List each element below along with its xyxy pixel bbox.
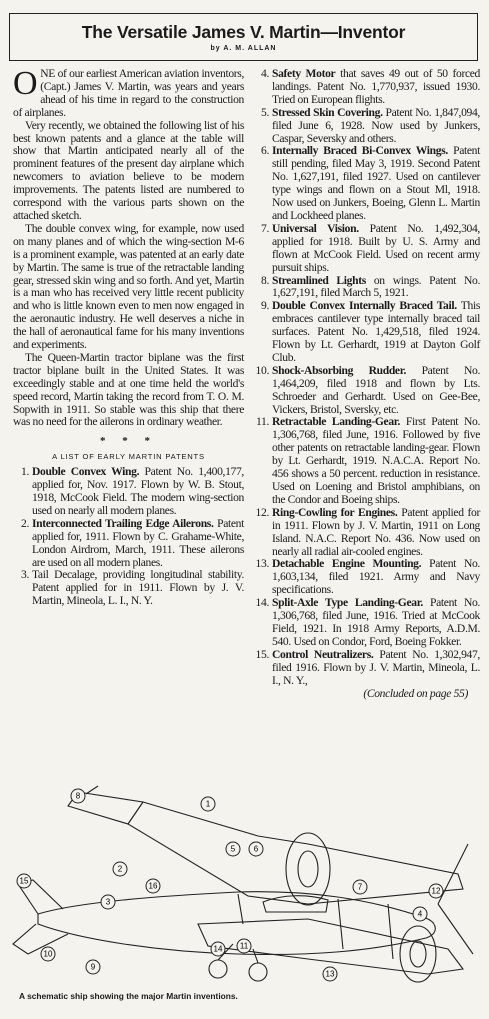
patent-item (253, 145, 480, 222)
patent-item (13, 466, 244, 518)
svg-text:2: 2 (117, 864, 123, 874)
patent-name: Double Convex Internally Braced Tail. (272, 299, 457, 313)
patent-name: Safety Motor (272, 67, 336, 80)
landing-wheel-2 (249, 963, 267, 981)
article-title: The Versatile James V. Martin—Inventor (81, 22, 406, 42)
patent-number: 12. (255, 505, 269, 519)
patent-item (253, 107, 480, 146)
patent-list-left (13, 466, 244, 608)
patent-item (253, 649, 480, 688)
patent-number: 11. (255, 415, 269, 429)
patent-number: 10. (255, 363, 269, 377)
svg-text:4: 4 (417, 909, 423, 919)
patent-number: 3. (21, 568, 29, 582)
patent-number: 2. (21, 516, 29, 530)
patent-name: Control Neutralizers. (272, 647, 374, 661)
svg-text:6: 6 (253, 844, 259, 854)
landing-wheel-1 (209, 960, 227, 978)
patent-text: First Patent No. 1,306,768, filed June, 1916. Followed by five other patents on retractable landing-gear. Flown by Lt. Gerhardt, 1919. N.A.C.A. Report No. 456 shows a 50 percent. reduction in resistance. Used on Loening and Bristol amphibians, on the Condor and Boeing ships. (272, 415, 480, 506)
patent-name: Universal Vision. (272, 221, 359, 235)
patent-number: 1. (21, 465, 29, 479)
airplane-schematic (8, 784, 480, 994)
patent-item (13, 569, 244, 608)
patent-item (253, 597, 480, 649)
patent-name: Double Convex Wing. (32, 465, 140, 479)
patent-text: Patent No. 1,603,134, filed 1921. Army and Navy specifications. (272, 557, 480, 597)
patent-text: This embraces cantilever type internally braced tail surfaces. Patent No. 1,429,518, filed 1924. Flown by Lt. Gerhardt, 1919 at Dayton Golf Club. (272, 299, 481, 364)
patent-name: Streamlined Lights (272, 273, 366, 287)
patent-item (253, 507, 480, 559)
patent-name: Shock-Absorbing Rudder. (272, 363, 407, 377)
patent-text: on wings. Patent No. 1,627,191, filed March 5, 1921. (272, 273, 480, 300)
patent-name: Ring-Cowling for Engines. (272, 505, 398, 519)
svg-text:15: 15 (19, 876, 29, 886)
svg-text:16: 16 (148, 881, 158, 891)
intro-paragraph-4: The Queen-Martin tractor biplane was the first tractor biplane built in the United States. It was exceedingly stable and at one time held the world's speed record, Martin taking the record from T. O. M. Sopwith in 1911. So stable was this ship that there was no need for the ailerons in ordinary weather. (13, 350, 244, 429)
patent-item (253, 416, 480, 506)
patent-item (253, 365, 480, 417)
svg-text:11: 11 (239, 941, 249, 951)
continued-note: (Concluded on page 55) (363, 686, 468, 700)
patent-number: 4. (261, 67, 269, 80)
patent-item (253, 68, 480, 107)
engine-cowling-lower (400, 926, 436, 982)
patent-item (13, 518, 244, 570)
svg-text:9: 9 (90, 962, 96, 972)
patent-item (253, 223, 480, 275)
patent-name: Interconnected Trailing Edge Ailerons. (32, 516, 214, 530)
intro-paragraph-3: The double convex wing, for example, now used on many planes and of which the wing-section M-6 is a prominent example, was patented at an early date by Martin. The same is true of the retractable landing gear, stressed skin wing and so forth. And yet, Martin is a man who has received very little recent publicity and who is little known even to men now engaged in the aeronautic industry. He well deserves a niche in the hall of aeronautical fame for his many inventions and experiments. (13, 221, 244, 352)
patent-name: Detachable Engine Mounting. (272, 557, 422, 571)
patent-number: 15. (255, 647, 269, 661)
patent-item (253, 300, 480, 365)
svg-text:7: 7 (357, 882, 363, 892)
patent-list-right (253, 68, 480, 688)
propeller (438, 844, 473, 954)
figure-caption: A schematic ship showing the major Martin inventions. (19, 991, 238, 1001)
svg-text:5: 5 (230, 844, 236, 854)
patent-number: 7. (261, 221, 269, 235)
patent-text: Patent No. 1,492,304, applied for 1918. Built by U. S. Army and flown at McCook Field. Used on recent army pursuit ships. (272, 221, 480, 274)
patent-item (253, 558, 480, 597)
right-column (253, 68, 480, 700)
wing-light (86, 786, 98, 794)
patent-number: 13. (255, 557, 269, 571)
patent-number: 6. (261, 144, 269, 158)
patent-list-heading: A LIST OF EARLY MARTIN PATENTS (52, 452, 205, 462)
patent-name: Stressed Skin Covering. (272, 105, 383, 119)
svg-text:13: 13 (325, 969, 335, 979)
patent-text: Patent still pending, filed May 3, 1919. Second Patent No. 1,627,191, filed 1927. Used on cantilever type wings and flown on a Stout Ml, 1918. Now used on Junkers, Boeing, Glenn L. Martin and Lockheed planes. (272, 144, 480, 222)
left-column (13, 65, 244, 608)
patent-number: 8. (261, 273, 269, 287)
svg-text:3: 3 (105, 897, 111, 907)
patent-text: Patent No. 1,302,947, filed 1916. Flown by J. V. Martin, Mineola, L. I., N. Y., (272, 647, 480, 687)
patent-text: that saves 49 out of 50 forced landings. Patent No. 1,770,937, issued 1930. Tried on European flights. (272, 67, 480, 106)
patent-text: Patent No. 1,306,768, filed June, 1916. Tried at McCook Field, 1921. In 1918 Army Reports, A.D.M. 540. Used on Condor, Ford, Boeing Fokker. (272, 596, 480, 648)
patent-number: 14. (255, 596, 269, 610)
svg-text:8: 8 (75, 791, 81, 801)
svg-text:10: 10 (43, 949, 53, 959)
patent-text: Patent No. 1,400,177, applied for, Nov. 1917. Flown by W. B. Stout, 1918, McCook Field. The modern wing-section used on nearly all modern planes. (32, 465, 244, 517)
patent-number: 9. (261, 299, 269, 313)
patent-text: Tail Decalage, providing longitudinal stability. Patent applied for in 1911. Flown by J. V. Martin, Mineola, L. I., N. Y. (32, 568, 244, 608)
patent-text: Patent No. 1,464,209, filed 1918 and flown by Lts. Schroeder and Gerhardt. Used on Gee-Bee, Vickers, Bristol, Sversky, etc. (272, 363, 480, 416)
svg-text:12: 12 (431, 886, 441, 896)
byline: by A. M. ALLAN (210, 45, 277, 52)
title-box (9, 13, 478, 61)
patent-text: Patent No. 1,847,094, filed June 6, 1928. Now used by Junkers, Caspar, Seversky and others. (272, 105, 480, 145)
drop-cap: O (13, 65, 38, 102)
section-separator: * * * (100, 435, 157, 448)
patent-name: Internally Braced Bi-Convex Wings. (272, 144, 448, 158)
upper-wing (128, 799, 463, 904)
patent-name: Split-Axle Type Landing-Gear. (272, 596, 423, 610)
patent-text: Patent applied for in 1911. Flown by J. V. Martin, 1911 on Long Island. N.A.C. Report No. 436. Now used on nearly all radial air-cooled engines. (272, 505, 480, 558)
svg-text:1: 1 (205, 799, 211, 809)
patent-text: Patent applied for, 1911. Flown by C. Grahame-White, London Airdrom, March, 1911. These ailerons are used on all modern planes. (32, 516, 244, 569)
patent-name: Retractable Landing-Gear. (272, 415, 401, 429)
patent-number: 5. (261, 105, 269, 119)
svg-text:14: 14 (213, 944, 223, 954)
intro-paragraph-2: Very recently, we obtained the following list of his best known patents and a glance at the table will show that Martin anticipated nearly all of the prominent features of the present day airplane which newcomers to aviation believe to be modern improvements. The patents listed are numbered to correspond with the various parts shown on the attached sketch. (13, 118, 244, 222)
horizontal-tail (13, 924, 68, 954)
intro-paragraph-1: ONE of our earliest American aviation inventors, (Capt.) James V. Martin, was years and years ahead of his time in regard to the construction of airplanes. (13, 65, 244, 119)
patent-item (253, 275, 480, 301)
